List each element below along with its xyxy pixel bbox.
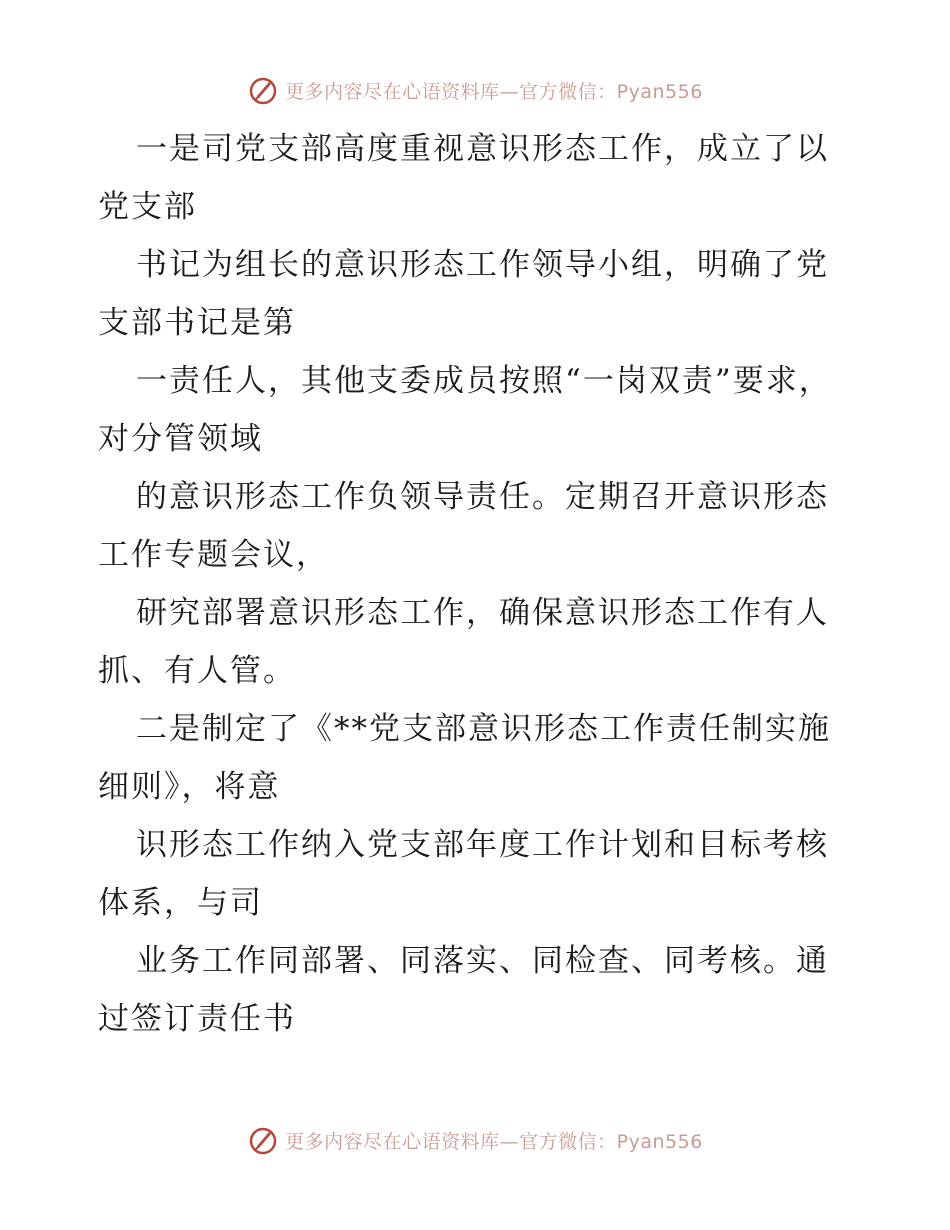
paragraph: 识形态工作纳入党支部年度工作计划和目标考核体系，与司 <box>98 827 829 921</box>
footer-watermark <box>0 1120 950 1160</box>
watermark-site-text: 更多内容尽在心语资料库—官方微信： <box>285 80 617 103</box>
quill-seal-icon <box>247 74 279 106</box>
paragraph: 的意识形态工作负领导责任。定期召开意识形态工作专题会议， <box>98 479 829 573</box>
watermark-wechat-id: Pyan556 <box>616 80 703 103</box>
paragraph: 业务工作同部署、同落实、同检查、同考核。通过签订责任书 <box>98 943 829 1037</box>
paragraph: 一是司党支部高度重视意识形态工作，成立了以党支部 <box>98 131 829 225</box>
header-watermark <box>0 70 950 110</box>
watermark-site-text: 更多内容尽在心语资料库—官方微信： <box>285 1130 617 1153</box>
paragraph: 书记为组长的意识形态工作领导小组，明确了党支部书记是第 <box>98 247 829 341</box>
paragraph: 研究部署意识形态工作，确保意识形态工作有人抓、有人管。 <box>98 595 829 689</box>
paragraph: 二是制定了《**党支部意识形态工作责任制实施细则》，将意 <box>98 711 831 805</box>
quill-seal-icon <box>247 1124 279 1156</box>
paragraph: 一责任人，其他支委成员按照“一岗双责”要求，对分管领域 <box>98 363 832 457</box>
watermark-wechat-id: Pyan556 <box>616 1130 703 1153</box>
document-body <box>98 120 858 1048</box>
